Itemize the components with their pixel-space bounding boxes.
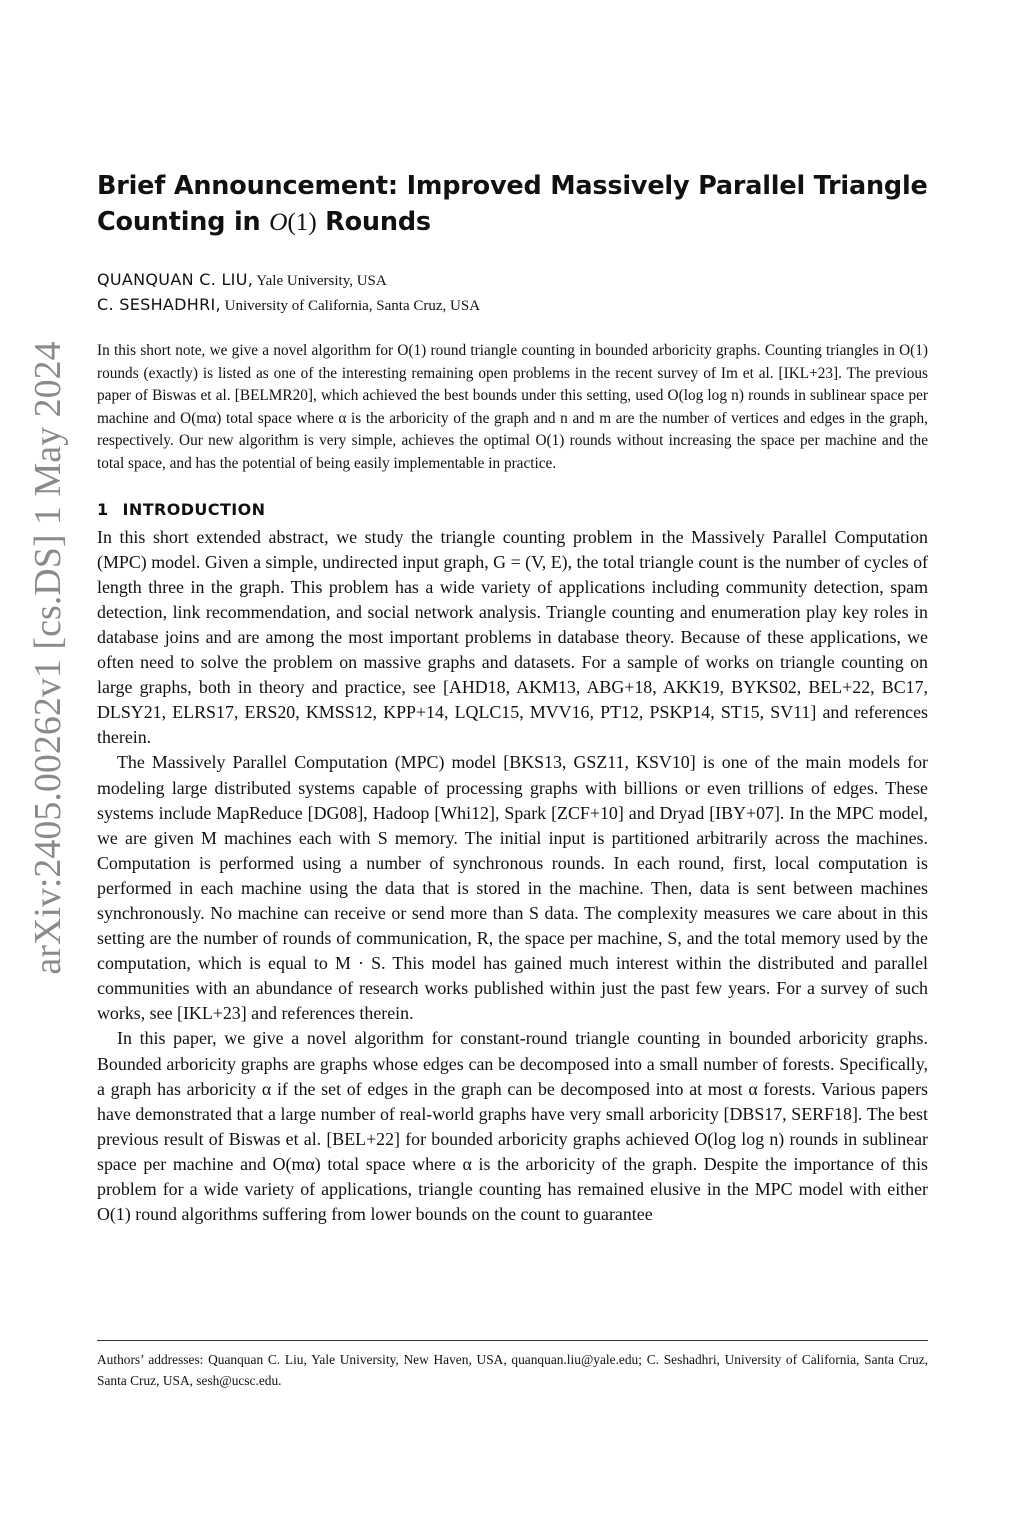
author-entry [97,293,928,318]
section-heading [97,500,928,519]
abstract: In this short note, we give a novel algorithm for O(1) round triangle counting in bounded arboricity graphs. Counting triangles in O(1) rounds (exactly) is listed as one of the interesting remaining open problems in the recent survey of Im et al. [IKL+23]. The previous paper of Biswas et al. [BELMR20], which achieved the best bounds under this setting, used O(log log n) rounds in sublinear space per machine and O(mα) total space where α is the arboricity of the graph and n and m are the number of vertices and edges in the graph, respectively. Our new algorithm is very simple, achieves the optimal O(1) rounds without increasing the space per machine and the total space, and has the potential of being easily implementable in practice. [97,342,928,472]
body-paragraph: The Massively Parallel Computation (MPC) model [BKS13, GSZ11, KSV10] is one of the main models for modeling large distributed systems capable of processing graphs with billions or even trillions of edges. These systems include MapReduce [DG08], Hadoop [Whi12], Spark [ZCF+10] and Dryad [IBY+07]. In the MPC model, we are given M machines each with S memory. The initial input is partitioned arbitrarily across the machines. Computation is performed using a number of synchronous rounds. In each round, first, local computation is performed in each machine using the data that is stored in the machine. Then, data is sent between machines synchronously. No machine can receive or send more than S data. The complexity measures we care about in this setting are the number of rounds of communication, R, the space per machine, S, and the total memory used by the computation, which is equal to M · S. This model has gained much interest within the distributed and parallel communities with an abundance of research works published within just the past few years. For a survey of such works, see [IKL+23] and references therein. [97,752,928,1024]
author-affiliation: University of California, Santa Cruz, USA [220,298,481,314]
author-entry [97,268,928,293]
footnote [97,1340,928,1391]
author-name: C. SESHADHRI, [97,295,221,314]
body-paragraph: In this paper, we give a novel algorithm for constant-round triangle counting in bounded arboricity graphs. Bounded arboricity graphs are graphs whose edges can be decomposed into a small number of forests. Specifically, a graph has arboricity α if the set of edges in the graph can be decomposed into at most α forests. Various papers have demonstrated that a large number of real-world graphs have very small arboricity [DBS17, SERF18]. The best previous result of Biswas et al. [BEL+22] for bounded arboricity graphs achieved O(log log n) rounds in sublinear space per machine and O(mα) total space where α is the arboricity of the graph. Despite the importance of this problem for a wide variety of applications, triangle counting has remained elusive in the MPC model with either O(1) round algorithms suffering from lower bounds on the count to guarantee [97,1028,928,1225]
title-line-2-prefix: Counting in [97,207,270,237]
footnote-divider [97,1340,928,1341]
section-title: INTRODUCTION [122,499,266,519]
paper-title [97,168,928,240]
author-list [97,268,928,318]
author-affiliation: Yale University, USA [253,273,387,289]
title-line-2-suffix: Rounds [316,207,431,237]
arxiv-identifier-stamp: arXiv:2405.00262v1 [cs.DS] 1 May 2024 [27,341,69,975]
author-name: QUANQUAN C. LIU, [97,270,254,289]
body-paragraph: In this short extended abstract, we study the triangle counting problem in the Massively Parallel Computation (MPC) model. Given a simple, undirected input graph, G = (V, E), the total triangle count is the number of cycles of length three in the graph. This problem has a wide variety of applications including community detection, spam detection, link recommendation, and social network analysis. Triangle counting and enumeration play key roles in database joins and are among the most important problems in database theory. Because of these applications, we often need to solve the problem on massive graphs and datasets. For a sample of works on triangle counting on large graphs, both in theory and practice, see [AHD18, AKM13, ABG+18, AKK19, BYKS02, BEL+22, BC17, DLSY21, ELRS17, ERS20, KMSS12, KPP+14, LQLC15, MVV16, PT12, PSKP14, ST15, SV11] and references therein. [97,526,928,748]
author-addresses: Authors’ addresses: Quanquan C. Liu, Yale University, New Haven, USA, quanquan.liu@yale.edu; C. Seshadhri, University of California, Santa Cruz, Santa Cruz, USA, sesh@ucsc.edu. [97,1352,928,1388]
title-line-1: Brief Announcement: Improved Massively Parallel Triangle [97,171,928,201]
section-number: 1 [97,499,109,519]
title-math-o: O [269,207,288,236]
paper-body [97,168,928,1227]
title-math-arg: (1) [287,207,317,236]
